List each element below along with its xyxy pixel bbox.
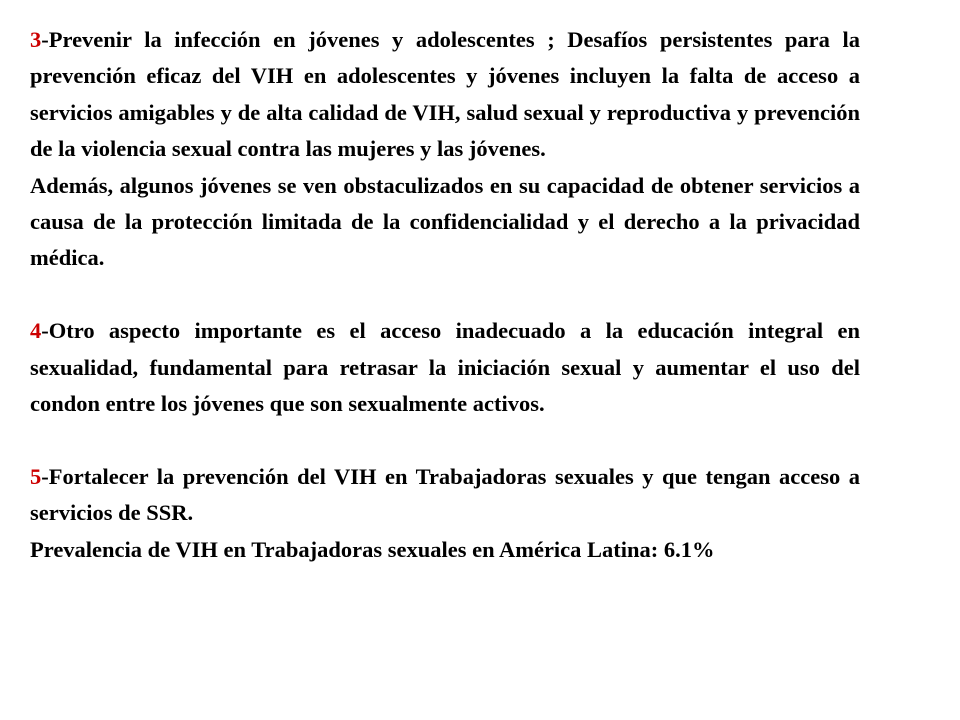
section-5-prevalence: Prevalencia de VIH en Trabajadoras sexuales en América Latina: 6.1%	[30, 536, 715, 562]
section-3-continuation: Además, algunos jóvenes se ven obstaculizados en su capacidad de obtener servicios a causa de la protección limitada de la confidencialidad y el derecho a la privacidad médica.	[30, 172, 860, 271]
paragraph-spacer	[30, 422, 860, 458]
section-4-number: 4	[30, 318, 42, 344]
section-4-text: -Otro aspecto importante es el acceso inadecuado a la educación integral en sexualidad, fundamental para retrasar la iniciación sexual y aumentar el uso del condon entre los jóvenes que son sexualmente activos.	[30, 318, 860, 417]
section-5-text: -Fortalecer la prevención del VIH en Trabajadoras sexuales y que tengan acceso a servicios de SSR.	[30, 463, 860, 526]
section-3-paragraph	[30, 22, 860, 168]
slide-body	[30, 22, 860, 568]
section-4-paragraph	[30, 313, 860, 422]
section-5-paragraph	[30, 459, 860, 532]
section-3-number: 3	[30, 27, 42, 52]
section-5-number: 5	[30, 463, 42, 489]
section-3-text: -Prevenir la infección en jóvenes y adolescentes ; Desafíos persistentes para la prevención eficaz del VIH en adolescentes y jóvenes incluyen la falta de acceso a servicios amigables y de alta calidad de VIH, salud sexual y reproductiva y prevención de la violencia sexual contra las mujeres y las jóvenes.	[30, 27, 860, 162]
paragraph-spacer	[30, 277, 860, 313]
